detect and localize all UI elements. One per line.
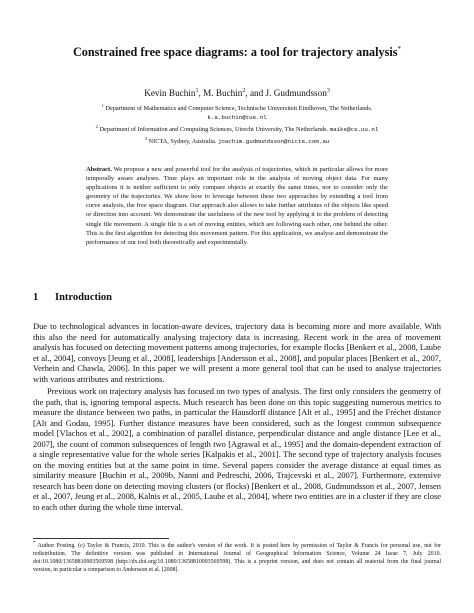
author-affiliation-mark: 3: [326, 88, 330, 94]
author-affiliation-mark: 1: [195, 88, 199, 94]
affiliation-list: [30, 101, 444, 146]
author-list: [40, 86, 434, 99]
affiliation-mark: 2: [95, 124, 98, 130]
paragraph-2: Previous work on trajectory analysis has focused on two types of analysis. The first only considers the geometry of the path, that is, ignoring temporal aspects. Much research has been done on this topic suggesting numerous metrics to measure the distance between two paths, in particular the Hausdorff distance [Alt et al., 1995] and the Fréchet distance [Alt and Godau, 1995]. Further distance measures have been considered, such as the longest common subsequence model [Vlachos et al., 2002], a combination of parallel distance, perpendicular distance and angle distance [Lee et al., 2007], the count of common subsequences of length two [Agrawal et al., 1995] and the domain-dependent extraction of a single representative value for the whole series [Kalpakis et al., 2001]. The second type of trajectory analysis focuses on the moving entities but at the same point in time. Several papers consider the average distance at equal times as similarity measure [Buchin et al., 2009b, Nanni and Pedreschi, 2006, Trajcevski et al., 2007]. Furthermore, extensive research has been done on detecting moving clusters (or flocks) [Benkert et al., 2008, Gudmundsson et al., 2007, Jensen et al., 2007, Jeung et al., 2008, Kalnis et al., 2005, Laube et al., 2004], where two entities are in a cluster if they are close to each other during the whole time interval.: [33, 386, 441, 512]
author-separator: ,: [198, 88, 204, 99]
affiliation-2: [30, 122, 444, 134]
affiliation-1: [30, 101, 444, 113]
affiliation-text: NICTA, Sydney, Australia.: [148, 138, 217, 146]
section-heading: [33, 292, 112, 304]
paper-title: [40, 42, 434, 59]
affiliation-mark: 1: [101, 103, 104, 108]
abstract: [86, 165, 388, 247]
footnote-rule: [33, 538, 169, 539]
affiliation-text: Department of Information and Computing Sciences, Utrecht University, The Netherlands.: [99, 126, 329, 134]
author-name: M. Buchin: [203, 88, 243, 99]
affiliation-1-email-line: [30, 113, 444, 122]
footnote: [33, 542, 441, 574]
title-text: Constrained free space diagrams: a tool for trajectory analysis: [73, 45, 398, 60]
affiliation-mark: 3: [144, 136, 147, 142]
body-text: [33, 321, 441, 512]
affiliation-text: Department of Mathematics and Computer Science, Technische Universiteit Eindhoven, The Netherlands.: [105, 105, 373, 113]
affiliation-email: k.a.buchin@tue.nl: [207, 114, 267, 122]
affiliation-3: [30, 134, 444, 146]
affiliation-email: joachim.gudmundsson@nicta.com.au: [217, 138, 330, 146]
footnote-text: Author Posting. (c) Taylor & Francis, 2010. This is the author's version of the work. It is posted here by permission of Taylor & Francis for personal use, not for redistribution. The definitive version was published in International Journal of Geographical Information Science, Volume 24 Issue 7, July 2010. doi:10.1080/13658810903569598 (http://dx.doi.org/10.1080/13658810903569598). This is a preprint version, and does not contain all material from the final journal version, in particular a comparison to Andersson et al. [2008].: [33, 543, 441, 573]
section-number: 1: [33, 292, 39, 303]
affiliation-email: maike@cs.uu.nl: [329, 126, 379, 134]
author-name: J. Gudmundsson: [265, 88, 327, 99]
author-1: [144, 88, 203, 98]
abstract-label: Abstract.: [86, 166, 112, 173]
footnote-mark: *: [33, 541, 36, 547]
author-affiliation-mark: 2: [242, 88, 246, 94]
author-3: [266, 88, 330, 98]
paragraph-1: Due to technological advances in location-aware devices, trajectory data is becoming more and more available. With this also the need for automatically analysing trajectory data is increasing. Recent work in the area of movement analysis has focused on detecting movement patterns among trajectories, for example flocks [Benkert et al., 2008, Laube et al., 2004], convoys [Jeung et al., 2008], leaderships [Andersson et al., 2008], and popular places [Benkert et al., 2007, Verhein and Chawla, 2006]. In this paper we will present a more general tool that can be used to analyse trajectories with various attributes and restrictions.: [33, 321, 441, 384]
author-separator: , and: [245, 88, 266, 99]
abstract-text: We propose a new and powerful tool for the analysis of trajectories, which in particular allows for more temporally aware analyses. Time plays an important role in the analysis of moving object data. For many applications it is neither sufficient to only compare objects at exactly the same times, nor to consider only the geometry of the trajectories. We show how to leverage between these two approaches by extending a tool from curve analysis, the free space diagram. Our approach also allows to take further attributes of the objects like speed or direction into account. We demonstrate the usefulness of the new tool by applying it to the problem of detecting single file movement. A single file is a set of moving entities, which are following each other, one behind the other. This is the first algorithm for detecting this movement pattern. For this application, we analyse and demonstrate the performance of our tool both theoretically and experimentally.: [86, 166, 388, 246]
title-footnote-mark: *: [397, 45, 401, 53]
author-name: Kevin Buchin: [144, 88, 196, 99]
section-title: Introduction: [55, 292, 112, 303]
author-2: [203, 88, 265, 98]
